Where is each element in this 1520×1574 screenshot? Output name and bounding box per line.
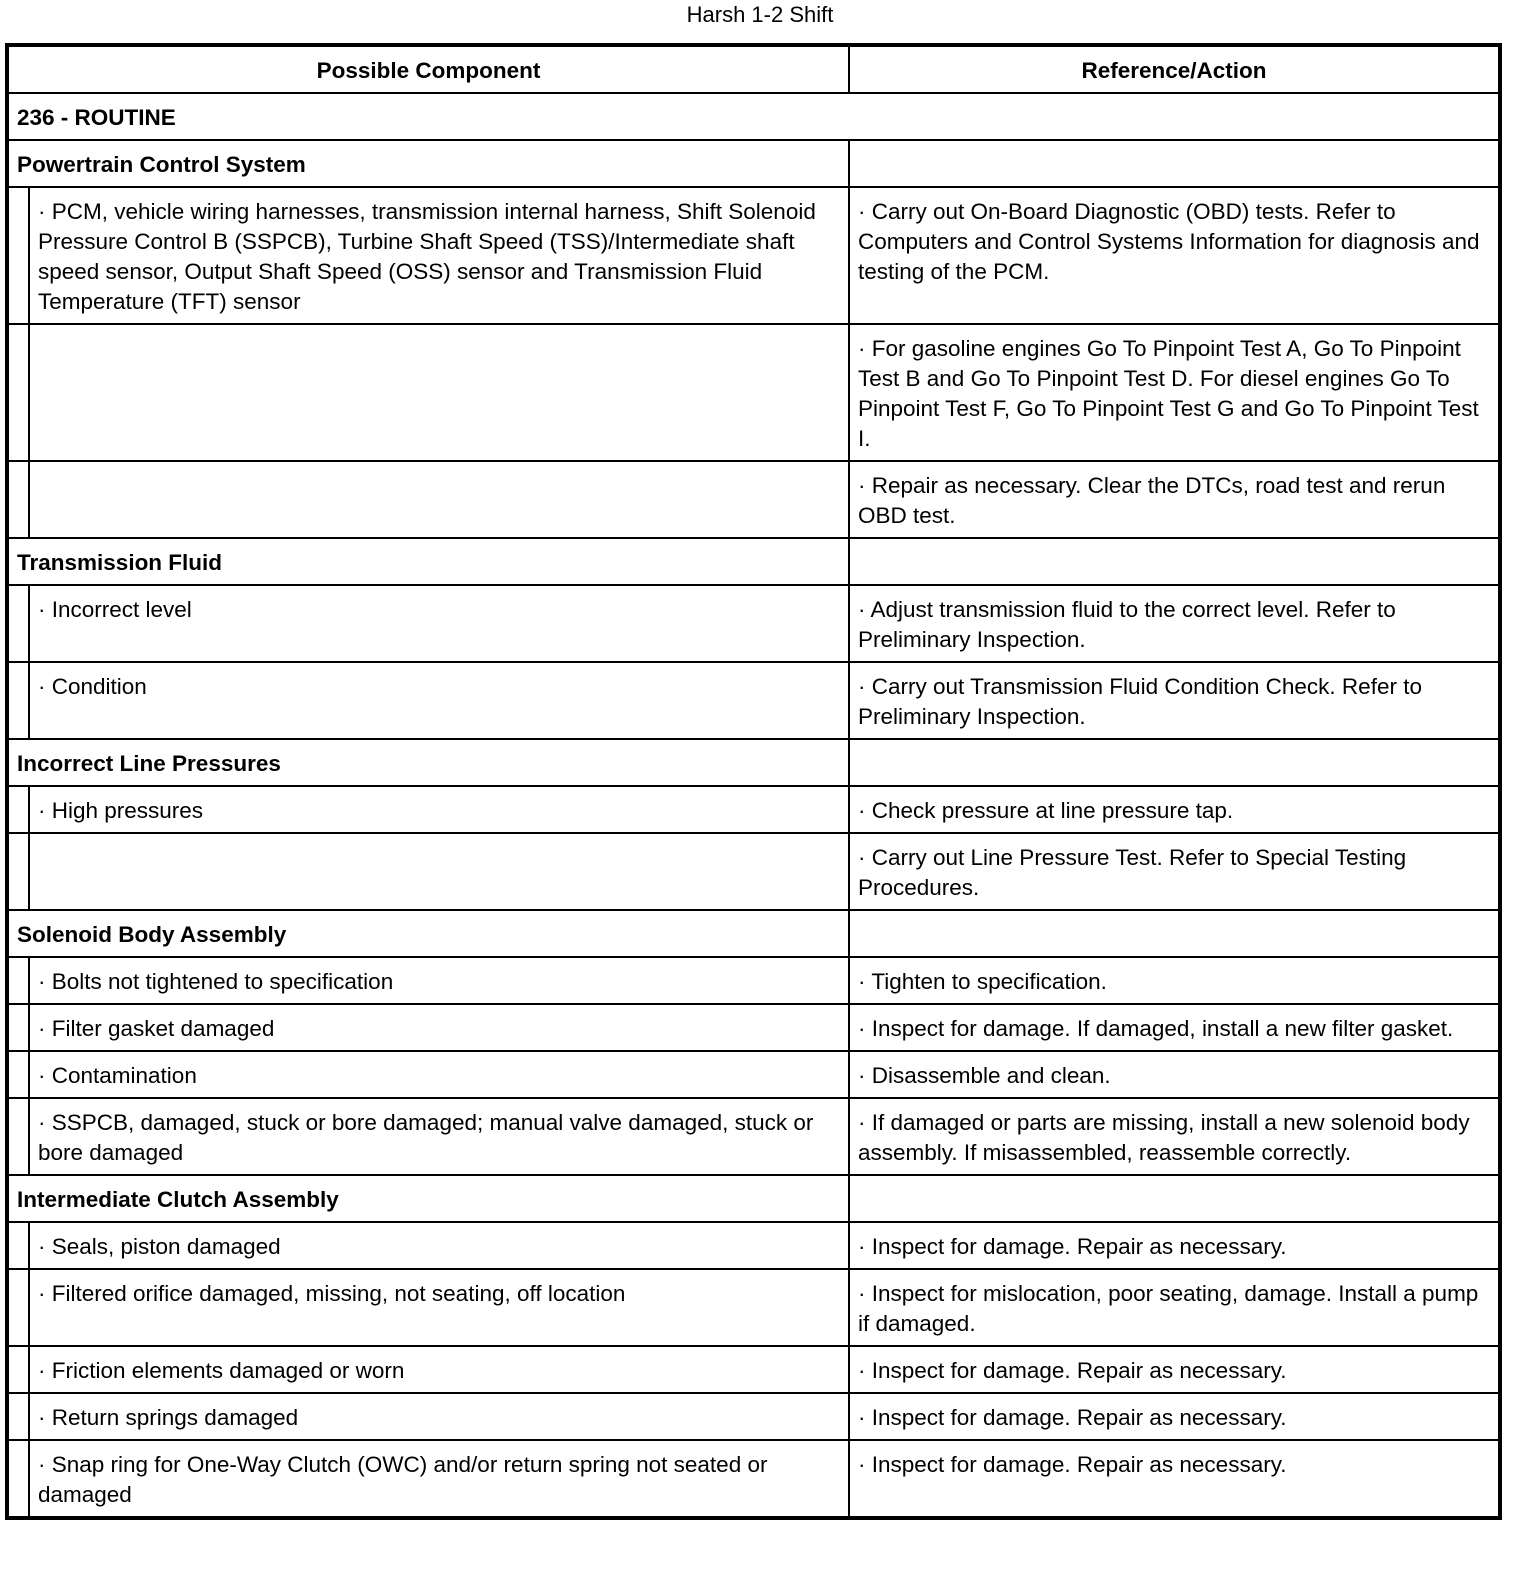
component-cell: · Seals, piston damaged [29, 1222, 849, 1269]
section-title: Transmission Fluid [7, 538, 849, 585]
section-row [7, 739, 1500, 786]
row-gutter [7, 1269, 29, 1346]
component-cell: · PCM, vehicle wiring harnesses, transmission internal harness, Shift Solenoid Pressure Control B (SSPCB), Turbine Shaft Speed (TSS)/Intermediate shaft speed sensor, Output Shaft Speed (OSS) sensor and Transmission Fluid Temperature (TFT) sensor [29, 187, 849, 324]
component-cell: · Incorrect level [29, 585, 849, 662]
table-row [7, 1004, 1500, 1051]
table-row [7, 1051, 1500, 1098]
section-action-blank [849, 538, 1500, 585]
row-gutter [7, 1440, 29, 1518]
row-gutter [7, 1346, 29, 1393]
row-gutter [7, 461, 29, 538]
action-cell: · Repair as necessary. Clear the DTCs, road test and rerun OBD test. [849, 461, 1500, 538]
row-gutter [7, 187, 29, 324]
section-title: Intermediate Clutch Assembly [7, 1175, 849, 1222]
row-gutter [7, 1098, 29, 1175]
row-gutter [7, 324, 29, 461]
action-cell: · Carry out Transmission Fluid Condition Check. Refer to Preliminary Inspection. [849, 662, 1500, 739]
action-cell: · For gasoline engines Go To Pinpoint Test A, Go To Pinpoint Test B and Go To Pinpoint Test D. For diesel engines Go To Pinpoint Test F, Go To Pinpoint Test G and Go To Pinpoint Test I. [849, 324, 1500, 461]
component-cell [29, 324, 849, 461]
table-row [7, 187, 1500, 324]
table-row [7, 585, 1500, 662]
section-action-blank [849, 140, 1500, 187]
document-title: Harsh 1-2 Shift [686, 2, 834, 27]
table-row [7, 1269, 1500, 1346]
component-cell: · Contamination [29, 1051, 849, 1098]
action-cell: · Check pressure at line pressure tap. [849, 786, 1500, 833]
table-row [7, 324, 1500, 461]
row-gutter [7, 1222, 29, 1269]
action-cell: · Inspect for damage. Repair as necessary. [849, 1346, 1500, 1393]
table-row [7, 957, 1500, 1004]
group-title: 236 - ROUTINE [7, 93, 1500, 140]
header-possible-component: Possible Component [7, 45, 849, 93]
action-cell: · Inspect for damage. If damaged, install a new filter gasket. [849, 1004, 1500, 1051]
component-cell [29, 461, 849, 538]
row-gutter [7, 1393, 29, 1440]
table-header-row [7, 45, 1500, 93]
section-row [7, 538, 1500, 585]
row-gutter [7, 1051, 29, 1098]
table-row [7, 1098, 1500, 1175]
section-title: Powertrain Control System [7, 140, 849, 187]
row-gutter [7, 833, 29, 910]
group-row [7, 93, 1500, 140]
component-cell: · Friction elements damaged or worn [29, 1346, 849, 1393]
header-reference-action: Reference/Action [849, 45, 1500, 93]
diagnosis-table [5, 43, 1502, 1520]
section-row [7, 140, 1500, 187]
table-row [7, 786, 1500, 833]
action-cell: · If damaged or parts are missing, install a new solenoid body assembly. If misassembled, reassemble correctly. [849, 1098, 1500, 1175]
component-cell: · Condition [29, 662, 849, 739]
section-row [7, 910, 1500, 957]
table-row [7, 1393, 1500, 1440]
component-cell: · Snap ring for One-Way Clutch (OWC) and/or return spring not seated or damaged [29, 1440, 849, 1518]
row-gutter [7, 585, 29, 662]
section-row [7, 1175, 1500, 1222]
section-action-blank [849, 739, 1500, 786]
component-cell [29, 833, 849, 910]
component-cell: · Bolts not tightened to specification [29, 957, 849, 1004]
row-gutter [7, 957, 29, 1004]
action-cell: · Inspect for damage. Repair as necessary. [849, 1393, 1500, 1440]
component-cell: · Filtered orifice damaged, missing, not seating, off location [29, 1269, 849, 1346]
component-cell: · Return springs damaged [29, 1393, 849, 1440]
section-action-blank [849, 1175, 1500, 1222]
table-row [7, 1346, 1500, 1393]
section-title: Solenoid Body Assembly [7, 910, 849, 957]
action-cell: · Inspect for damage. Repair as necessary. [849, 1440, 1500, 1518]
action-cell: · Inspect for mislocation, poor seating, damage. Install a pump if damaged. [849, 1269, 1500, 1346]
action-cell: · Inspect for damage. Repair as necessary. [849, 1222, 1500, 1269]
action-cell: · Adjust transmission fluid to the correct level. Refer to Preliminary Inspection. [849, 585, 1500, 662]
action-cell: · Tighten to specification. [849, 957, 1500, 1004]
table-row [7, 461, 1500, 538]
component-cell: · High pressures [29, 786, 849, 833]
row-gutter [7, 786, 29, 833]
section-action-blank [849, 910, 1500, 957]
section-title: Incorrect Line Pressures [7, 739, 849, 786]
action-cell: · Carry out On-Board Diagnostic (OBD) tests. Refer to Computers and Control Systems Information for diagnosis and testing of the PCM. [849, 187, 1500, 324]
action-cell: · Carry out Line Pressure Test. Refer to Special Testing Procedures. [849, 833, 1500, 910]
table-row [7, 1440, 1500, 1518]
action-cell: · Disassemble and clean. [849, 1051, 1500, 1098]
row-gutter [7, 662, 29, 739]
table-row [7, 662, 1500, 739]
component-cell: · SSPCB, damaged, stuck or bore damaged; manual valve damaged, stuck or bore damaged [29, 1098, 849, 1175]
table-row [7, 1222, 1500, 1269]
component-cell: · Filter gasket damaged [29, 1004, 849, 1051]
row-gutter [7, 1004, 29, 1051]
table-row [7, 833, 1500, 910]
